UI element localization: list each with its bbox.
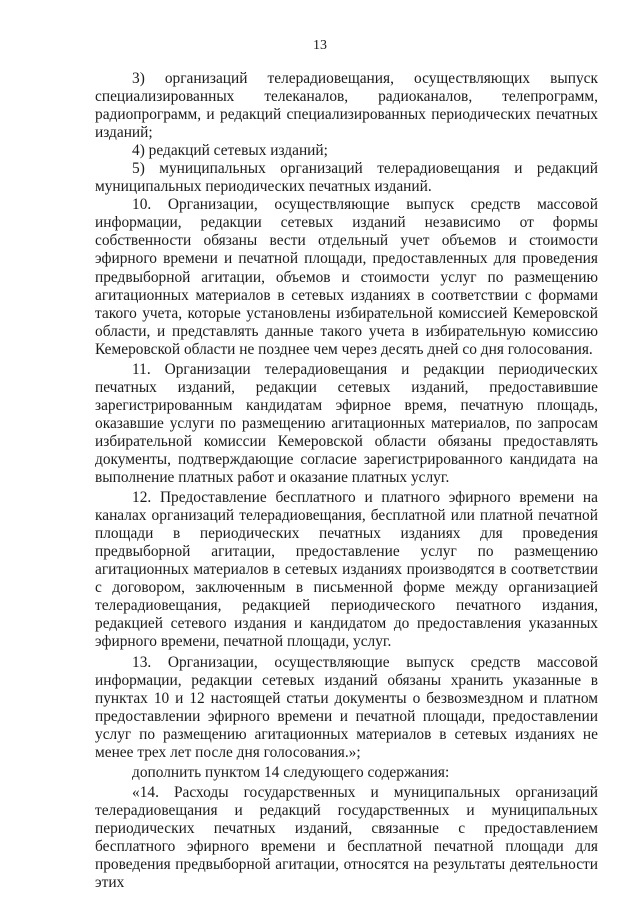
paragraph-amendment-intro: дополнить пунктом 14 следующего содержания: <box>132 763 450 781</box>
paragraph-point-10: 10. Организации, осуществляющие выпуск средств массовой информации, редакции сетевых изданий независимо от формы собственности обязаны вести отдельный учет объемов и стоимости эфирного времени и печатной площади, предоставленных для проведения предвыборной агитации, объемов и стоимости услуг по размещению агитационных материалов в сетевых изданиях в соответствии с формами такого учета, которые установлены избирательной комиссией Кемеровской области, и представлять данные такого учета в избирательную комиссию Кемеровской области не позднее чем через десять дней со дня голосования. <box>95 196 598 358</box>
paragraph-point-11: 11. Организации телерадиовещания и редакции периодических печатных изданий, редакции сетевых изданий, предоставившие зарегистрированным кандидатам эфирное время, печатную площадь, оказавшие услуги по размещению агитационных материалов, по запросам избирательной комиссии Кемеровской области обязаны предоставлять документы, подтверждающие согласие зарегистрированного кандидата на выполнение платных работ и оказание платных услуг. <box>95 360 598 487</box>
paragraph-point-13: 13. Организации, осуществляющие выпуск средств массовой информации, редакции сетевых изданий обязаны хранить указанные в пунктах 10 и 12 настоящей статьи документы о безвозмездном и платном предоставлении эфирного времени и печатной площади, предоставлении услуг по размещению агитационных материалов в сетевых изданиях не менее трех лет после дня голосования.»; <box>95 653 598 761</box>
paragraph-item-5: 5) муниципальных организаций телерадиовещания и редакций муниципальных периодических печатных изданий. <box>95 160 598 196</box>
paragraph-item-4: 4) редакций сетевых изданий; <box>132 142 328 160</box>
paragraph-item-3: 3) организаций телерадиовещания, осуществляющих выпуск специализированных телеканалов, радиоканалов, телепрограмм, радиопрограмм, и редакций специализированных периодических печатных изданий; <box>95 70 598 142</box>
paragraph-point-12: 12. Предоставление бесплатного и платного эфирного времени на каналах организаций телерадиовещания, бесплатной или платной печатной площади в периодических печатных изданиях для проведения предвыборной агитации, предоставление услуг по размещению агитационных материалов в сетевых изданиях производятся в соответствии с договором, заключенным в письменной форме между организацией телерадиовещания, редакцией периодического печатного издания, редакцией сетевого издания и кандидатом до предоставления указанных эфирного времени, печатной площади, услуг. <box>95 489 598 651</box>
document-body <box>95 70 598 892</box>
page-number: 13 <box>313 38 327 53</box>
paragraph-point-14: «14. Расходы государственных и муниципальных организаций телерадиовещания и редакций государственных и муниципальных периодических печатных изданий, связанные с предоставлением бесплатного эфирного времени и бесплатной печатной площади для проведения предвыборной агитации, относятся на результаты деятельности этих <box>95 783 598 892</box>
